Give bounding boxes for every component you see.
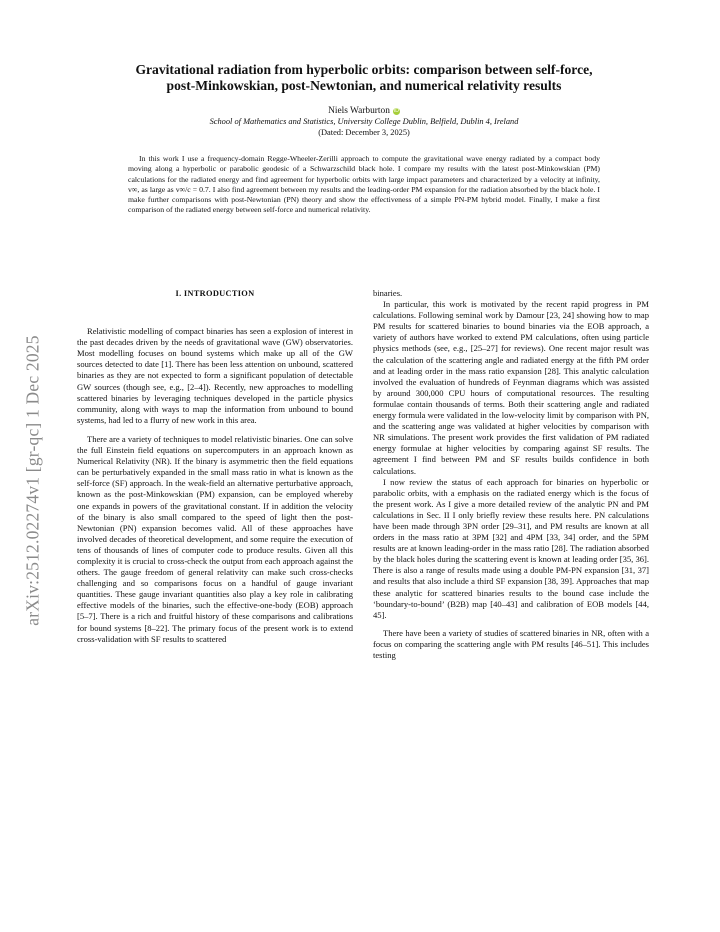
date-line: (Dated: December 3, 2025) [318,128,410,137]
continued-text: binaries. [373,288,403,298]
arxiv-identifier-stamp [18,270,48,690]
arxiv-identifier-text: arXiv:2512.02274v1 [gr-qc] 1 Dec 2025 [22,334,43,626]
author-line [80,106,648,116]
intro-paragraph-2: There are a variety of techniques to model relativistic binaries. One can solve the full Einstein field equations on supercomputers in an approach known as Numerical Relativity (NR). If the binary is asymmetric then the field equations can be perturbatively expanded in the small mass ratio in what is known as the self-force (SF) approach. In the weak-field an alternative perturbative approach, known as the post-Minkowskian (PM) expansion, can be employed whereby one expands in powers of the gravitational constant. If in addition the velocity of the binary is also small compared to the speed of light then the post-Newtonian (PN) expansion becomes valid. All of these approaches have involved decades of theoretical development, and some require the execution of tens of thousands of lines of computer code to produce results. Given all this complexity it is crucial to cross-check the output from each approach against the others. The gauge freedom of general relativity can make such cross-checks challenging and so comparisons focus on a handful of gauge invariant quantities. These gauge invariant quantities also play a key role in calibrating effective models of the binaries, such the effective-one-body (EOB) approach [5–7]. There is a rich and fruitful history of these comparisons and calibrations for bound systems [8–22]. The primary focus of the present work is to extend cross-validation with SF results to scattered [77,433,353,644]
right-column [373,288,649,661]
left-column [77,288,353,645]
author-affiliation: School of Mathematics and Statistics, University College Dublin, Belfield, Dublin 4, Ireland [209,117,519,126]
intro-paragraph-1: Relativistic modelling of compact binaries has seen a explosion of interest in the past decades driven by the needs of gravitational wave (GW) observatories. Most modelling focuses on bound systems which make up all of the GW sources detected to date [1]. There has been less attention on unbound, scattered binaries as they are not expected to form a significant population of detectable GW sources (though see, e.g., [2–4]). Recently, new approaches to modelling scattered binaries by leveraging techniques developed in the particle physics community, along with ways to map the information from unbound to bound systems, had led to a flurry of new work in this area. [77,326,353,425]
paper-header [80,62,648,138]
title-line-2: post-Minkowskian, post-Newtonian, and numerical relativity results [166,78,562,93]
title-line-1: Gravitational radiation from hyperbolic orbits: comparison between self-force, [135,62,593,77]
paper-title [80,62,648,94]
intro-paragraph-4: I now review the status of each approach for binaries on hyperbolic or parabolic orbits, with a emphasis on the radiated energy which is the focus of the present work. As I give a more detailed review of the analytic PN and PM calculations in Sec. II I only briefly review these results here. PN calculations have been made through 3PN order [29–31], and PM results are known at all orders in the mass ratio at 3PM [32] and 4PM [33, 34] order, and the 5PM results are at known leading-order in the mass ratio [28]. The radiation absorbed by the black holes during the scattering event is known at leading order [35, 36]. There is also a range of results made using a double PM-PN expansion [31, 37] and results that also include a third SF expansion [38, 39]. Approaches that map these analytic for scattered binaries results to the bound case include the ‘boundary-to-bound’ (B2B) map [40–43] and calibration of EOB models [44, 45]. [373,476,649,620]
intro-paragraph-5: There have been a variety of studies of scattered binaries in NR, often with a focus on comparing the scattering angle with PM results [46–51]. This includes testing [373,627,649,660]
section-heading-introduction: I. INTRODUCTION [175,289,255,298]
author-name: Niels Warburton [328,106,390,116]
abstract: In this work I use a frequency-domain Regge-Wheeler-Zerilli approach to compute the gravitational wave energy radiated by a compact body moving along a hyperbolic or parabolic geodesic of a Schwarzschild black hole. I compare my results with the latest post-Minkowskian (PM) calculations for the radiated energy and find agreement for hyperbolic orbits with large impact parameters and characterized by a velocity at infinity, v∞, as large as v∞/c = 0.7. I also find agreement between my results and the leading-order PM expansion for the radiation absorbed by the black hole. I make further comparisons with post-Newtonian (PN) theory and show the effectiveness of a simple PN-PM hybrid model. Finally, I make a first comparison of the radiated energy between self-force and numerical relativity. [128,154,600,215]
orcid-icon[interactable]: iD [393,107,400,114]
intro-paragraph-3: In particular, this work is motivated by the recent rapid progress in PM calculations. Following seminal work by Damour [23, 24] showing how to map PM results for scattered binaries to bound binaries via the EOB approach, a variety of authors have worked to extend PM calculations, often using particle physics methods (see, e.g., [25–27] for reviews). One recent major result was the calculation of the scattering angle and radiated energy at the fifth PM order and at leading order in the mass ratio expansion [28]. This analytic calculation involved the evaluation of hundreds of Feynman diagrams which was assisted by around 300,000 CPU hours of computational resources. The resulting formulae contain thousands of terms. Both their scattering angle and radiated energy formula were validated in the low-velocity limit by comparison with PN, and the scattering ange was validated at higher velocities by comparison with NR simulations. The present work provides the first validation of PM radiated energy formulae at higher velocities by comparing against SF results. The agreement I find between PM and SF results builds confidence in both calculations. [373,299,649,476]
